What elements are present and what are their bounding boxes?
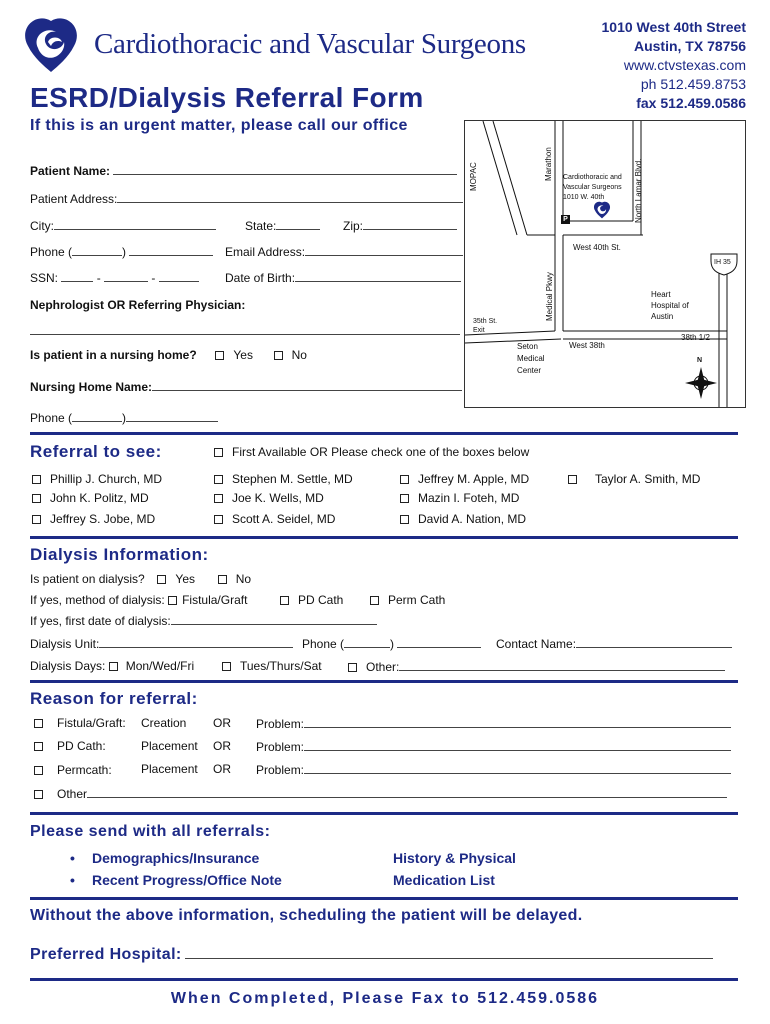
ssn-dash: -: [96, 271, 101, 285]
nursing-home-row: [30, 348, 307, 362]
tts-option: [222, 659, 322, 673]
doctor-label: Jeffrey M. Apple, MD: [418, 472, 530, 486]
patient-address-field[interactable]: [117, 191, 463, 203]
email-row: [225, 244, 463, 259]
dob-label: Date of Birth:: [225, 271, 296, 285]
first-date-field[interactable]: [171, 613, 377, 625]
send-item-label: Medication List: [393, 872, 495, 888]
website-link[interactable]: www.ctvstexas.com: [623, 57, 746, 73]
phone-label: Phone (: [30, 245, 73, 259]
reason-option: Placement: [141, 739, 198, 753]
ssn-part2-field[interactable]: [104, 270, 148, 282]
dialysis-phone-label: Phone (: [302, 637, 345, 651]
divider-dialysis: [30, 536, 738, 539]
dialysis-phone-number-field[interactable]: [397, 636, 481, 648]
dialysis-phone-row: [302, 636, 481, 651]
dialysis-unit-field[interactable]: [99, 636, 293, 648]
send-item-label: Recent Progress/Office Note: [92, 872, 282, 888]
map-label-west38: West 38th: [569, 341, 605, 350]
dialysis-unit-row: [30, 636, 293, 651]
map-label-office: [563, 173, 622, 203]
doctor-checkbox[interactable]: [32, 494, 41, 503]
phone-paren: ): [122, 245, 127, 259]
map-office-line1: Cardiothoracic and: [563, 174, 622, 181]
reason-problem-field[interactable]: [304, 716, 731, 728]
city-label: City:: [30, 219, 54, 233]
map-label-35th-exit: 35th St. Exit: [473, 318, 498, 334]
referral-heading: Referral to see:: [30, 442, 162, 461]
pd-cath-label: PD Cath: [298, 593, 344, 607]
doctor-checkbox[interactable]: [32, 515, 41, 524]
preferred-hospital-row: [30, 945, 713, 964]
patient-address-row: [30, 191, 463, 206]
fistula-label: Fistula/Graft: [182, 593, 248, 607]
warning-text: Without the above information, scheduling the patient will be delayed.: [30, 907, 583, 924]
divider-footer: [30, 978, 738, 981]
reason-or: OR: [213, 739, 231, 753]
dialysis-phone-area-field[interactable]: [344, 636, 390, 648]
zip-field[interactable]: [363, 218, 457, 230]
fax-footer: When Completed, Please Fax to 512.459.0586: [170, 990, 600, 1007]
doctor-checkbox[interactable]: [400, 475, 409, 484]
doctor-row: [400, 512, 526, 526]
contact-row: [496, 636, 732, 651]
dialysis-days-label: Dialysis Days:: [30, 659, 106, 673]
reason-row: [34, 763, 112, 777]
dialysis-days-row: [30, 659, 194, 673]
map-label-west40: West 40th St.: [573, 243, 621, 252]
reason-other-field[interactable]: [87, 786, 727, 798]
on-dialysis-yes-label: Yes: [175, 572, 195, 586]
send-item: [70, 847, 282, 869]
preferred-hospital-field[interactable]: [185, 945, 713, 959]
nursing-yes-checkbox[interactable]: [215, 351, 224, 360]
dialysis-unit-label: Dialysis Unit:: [30, 637, 100, 651]
reason-row: [34, 716, 126, 730]
doctor-row: [32, 472, 162, 486]
days-other-checkbox[interactable]: [348, 663, 357, 672]
doctor-label: Phillip J. Church, MD: [50, 472, 163, 486]
phone-paren: ): [122, 411, 127, 425]
city-field[interactable]: [54, 218, 216, 230]
zip-label: Zip:: [343, 219, 364, 233]
reason-problem-label: Problem:: [256, 717, 305, 731]
fistula-checkbox[interactable]: [168, 596, 177, 605]
map-label-38half: 38th 1/2: [681, 333, 710, 342]
patient-name-field[interactable]: [113, 163, 457, 175]
method-row: [30, 593, 247, 607]
doctor-label: Joe K. Wells, MD: [232, 491, 324, 505]
doctor-checkbox[interactable]: [214, 515, 223, 524]
reason-heading: Reason for referral:: [30, 689, 198, 708]
reason-or: OR: [213, 762, 231, 776]
map-parking-icon: P: [561, 215, 570, 224]
map-label-mopac: MOPAC: [469, 162, 478, 191]
on-dialysis-yes-checkbox[interactable]: [157, 575, 166, 584]
on-dialysis-question: Is patient on dialysis?: [30, 572, 145, 586]
doctor-row: [214, 472, 353, 486]
nursing-phone-row: [30, 410, 218, 425]
phone-number-field[interactable]: [129, 244, 213, 256]
contact-block: [602, 18, 746, 113]
doctor-label: Mazin I. Foteh, MD: [418, 491, 520, 505]
reason-option: Placement: [141, 762, 198, 776]
map-office-line3: 1010 W. 40th: [563, 194, 605, 201]
state-row: [245, 218, 320, 233]
doctor-label: Stephen M. Settle, MD: [232, 472, 353, 486]
days-other-label: Other:: [366, 660, 400, 674]
nursing-phone-label: Phone (: [30, 411, 73, 425]
perm-cath-checkbox[interactable]: [370, 596, 379, 605]
bullet: •: [70, 850, 75, 866]
contact-label: Contact Name:: [496, 637, 577, 651]
nursing-name-field[interactable]: [152, 379, 462, 391]
map-label-north: N: [697, 357, 703, 364]
doctor-label: John K. Politz, MD: [50, 491, 149, 505]
map-office-logo-icon: [593, 201, 611, 222]
nephrologist-field[interactable]: [30, 334, 460, 335]
send-heading: Please send with all referrals:: [30, 823, 271, 840]
nursing-home-question: Is patient in a nursing home?: [30, 348, 197, 362]
reason-option: Creation: [141, 716, 187, 730]
nursing-name-row: [30, 379, 462, 394]
divider-reason: [30, 680, 738, 683]
divider-referral: [30, 432, 738, 435]
map-label-seton: Seton Medical Center: [517, 342, 545, 375]
nursing-phone-area-field[interactable]: [72, 410, 122, 422]
reason-problem-row: [256, 739, 731, 754]
state-field[interactable]: [276, 218, 320, 230]
patient-address-label: Patient Address:: [30, 192, 118, 206]
send-item-label: Demographics/Insurance: [92, 850, 260, 866]
first-date-label: If yes, first date of dialysis:: [30, 614, 171, 628]
on-dialysis-no-checkbox[interactable]: [218, 575, 227, 584]
mwf-label: Mon/Wed/Fri: [125, 659, 195, 673]
send-item-label: History & Physical: [393, 850, 516, 866]
ssn-label: SSN:: [30, 271, 59, 285]
doctor-checkbox[interactable]: [400, 494, 409, 503]
nephrologist-label: Nephrologist OR Referring Physician:: [30, 298, 246, 312]
dob-field[interactable]: [295, 270, 461, 282]
on-dialysis-row: [30, 572, 251, 586]
ssn-part3-field[interactable]: [159, 270, 199, 282]
contact-field[interactable]: [576, 636, 732, 648]
ssn-dash: -: [151, 271, 156, 285]
reason-problem-row: [256, 762, 731, 777]
doctor-row: [214, 491, 324, 505]
method-label: If yes, method of dialysis:: [30, 593, 165, 607]
first-available-label: First Available OR Please check one of the boxes below: [232, 445, 530, 459]
first-available-row: [214, 445, 529, 459]
send-list-left: [70, 847, 282, 891]
doctor-checkbox[interactable]: [568, 475, 577, 484]
tts-label: Tues/Thurs/Sat: [240, 659, 322, 673]
map-label-heart-hospital: Heart Hospital of Austin: [651, 290, 689, 321]
send-item: [70, 869, 282, 891]
doctor-row: [568, 472, 700, 486]
email-label: Email Address:: [225, 245, 306, 259]
reason-problem-label: Problem:: [256, 763, 305, 777]
doctor-row: [32, 491, 149, 505]
map-label-ih35: IH 35: [714, 259, 731, 266]
reason-row: [34, 739, 106, 753]
tts-checkbox[interactable]: [222, 662, 231, 671]
org-name: Cardiothoracic and Vascular Surgeons: [94, 28, 526, 60]
reason-other-checkbox[interactable]: [34, 790, 43, 799]
fax-number: fax 512.459.0586: [636, 95, 746, 111]
doctor-row: [400, 491, 519, 505]
map-label-north-lamar: North Lamar Blvd.: [634, 158, 643, 223]
state-label: State:: [245, 219, 277, 233]
patient-city-row: [30, 218, 216, 233]
doctor-row: [32, 512, 155, 526]
doctor-label: David A. Nation, MD: [418, 512, 527, 526]
doctor-checkbox[interactable]: [214, 475, 223, 484]
map-label-marathon: Marathon: [544, 147, 553, 181]
bullet: •: [70, 872, 75, 888]
perm-cath-label: Perm Cath: [388, 593, 446, 607]
reason-item: Fistula/Graft:: [57, 716, 126, 730]
reason-checkbox[interactable]: [34, 719, 43, 728]
reason-problem-field[interactable]: [304, 762, 731, 774]
pd-cath-option: [280, 593, 343, 607]
reason-other-row: [34, 786, 727, 801]
email-field[interactable]: [305, 244, 463, 256]
perm-cath-option: [370, 593, 445, 607]
send-list-right: [393, 847, 516, 891]
on-dialysis-no-label: No: [235, 572, 252, 586]
urgent-note: If this is an urgent matter, please call our office: [30, 117, 408, 134]
map-office-line2: Vascular Surgeons: [563, 184, 622, 191]
ssn-part1-field[interactable]: [61, 270, 93, 282]
location-map: [464, 120, 746, 408]
doctor-label: Jeffrey S. Jobe, MD: [50, 512, 156, 526]
reason-checkbox[interactable]: [34, 742, 43, 751]
phone-area-field[interactable]: [72, 244, 122, 256]
reason-item: PD Cath:: [57, 739, 106, 753]
doctor-label: Taylor A. Smith, MD: [595, 472, 701, 486]
nursing-yes-label: Yes: [233, 348, 253, 362]
address-line1: 1010 West 40th Street: [601, 19, 746, 35]
dialysis-heading: Dialysis Information:: [30, 545, 209, 564]
reason-other-label: Other: [57, 787, 88, 801]
nursing-no-checkbox[interactable]: [274, 351, 283, 360]
map-roads: [465, 121, 746, 408]
doctor-row: [214, 512, 335, 526]
phone-number: ph 512.459.8753: [640, 76, 746, 92]
doctor-checkbox[interactable]: [400, 515, 409, 524]
nursing-phone-number-field[interactable]: [126, 410, 218, 422]
form-title: ESRD/Dialysis Referral Form: [30, 82, 424, 113]
patient-phone-row: [30, 244, 213, 259]
first-available-checkbox[interactable]: [214, 448, 223, 457]
patient-name-label: Patient Name:: [30, 164, 111, 178]
reason-problem-label: Problem:: [256, 740, 305, 754]
nursing-name-label: Nursing Home Name:: [30, 380, 153, 394]
ssn-row: [30, 270, 199, 285]
reason-or: OR: [213, 716, 231, 730]
pd-cath-checkbox[interactable]: [280, 596, 289, 605]
doctor-checkbox[interactable]: [32, 475, 41, 484]
reason-item: Permcath:: [57, 763, 112, 777]
patient-name-row: [30, 163, 457, 178]
phone-paren: ): [390, 637, 395, 651]
doctor-label: Scott A. Seidel, MD: [232, 512, 336, 526]
reason-checkbox[interactable]: [34, 766, 43, 775]
first-date-row: [30, 613, 377, 628]
mwf-checkbox[interactable]: [109, 662, 118, 671]
zip-row: [343, 218, 457, 233]
logo-icon: [22, 16, 80, 74]
doctor-checkbox[interactable]: [214, 494, 223, 503]
divider-send: [30, 812, 738, 815]
nursing-no-label: No: [291, 348, 307, 362]
days-other-option: [348, 659, 725, 674]
days-other-field[interactable]: [399, 659, 725, 671]
reason-problem-field[interactable]: [304, 739, 731, 751]
map-label-medical-pkwy: Medical Pkwy: [545, 272, 554, 321]
preferred-hospital-label: Preferred Hospital:: [30, 946, 182, 963]
divider-warning: [30, 897, 738, 900]
reason-problem-row: [256, 716, 731, 731]
dob-row: [225, 270, 461, 285]
address-line2: Austin, TX 78756: [633, 38, 746, 54]
doctor-row: [400, 472, 529, 486]
